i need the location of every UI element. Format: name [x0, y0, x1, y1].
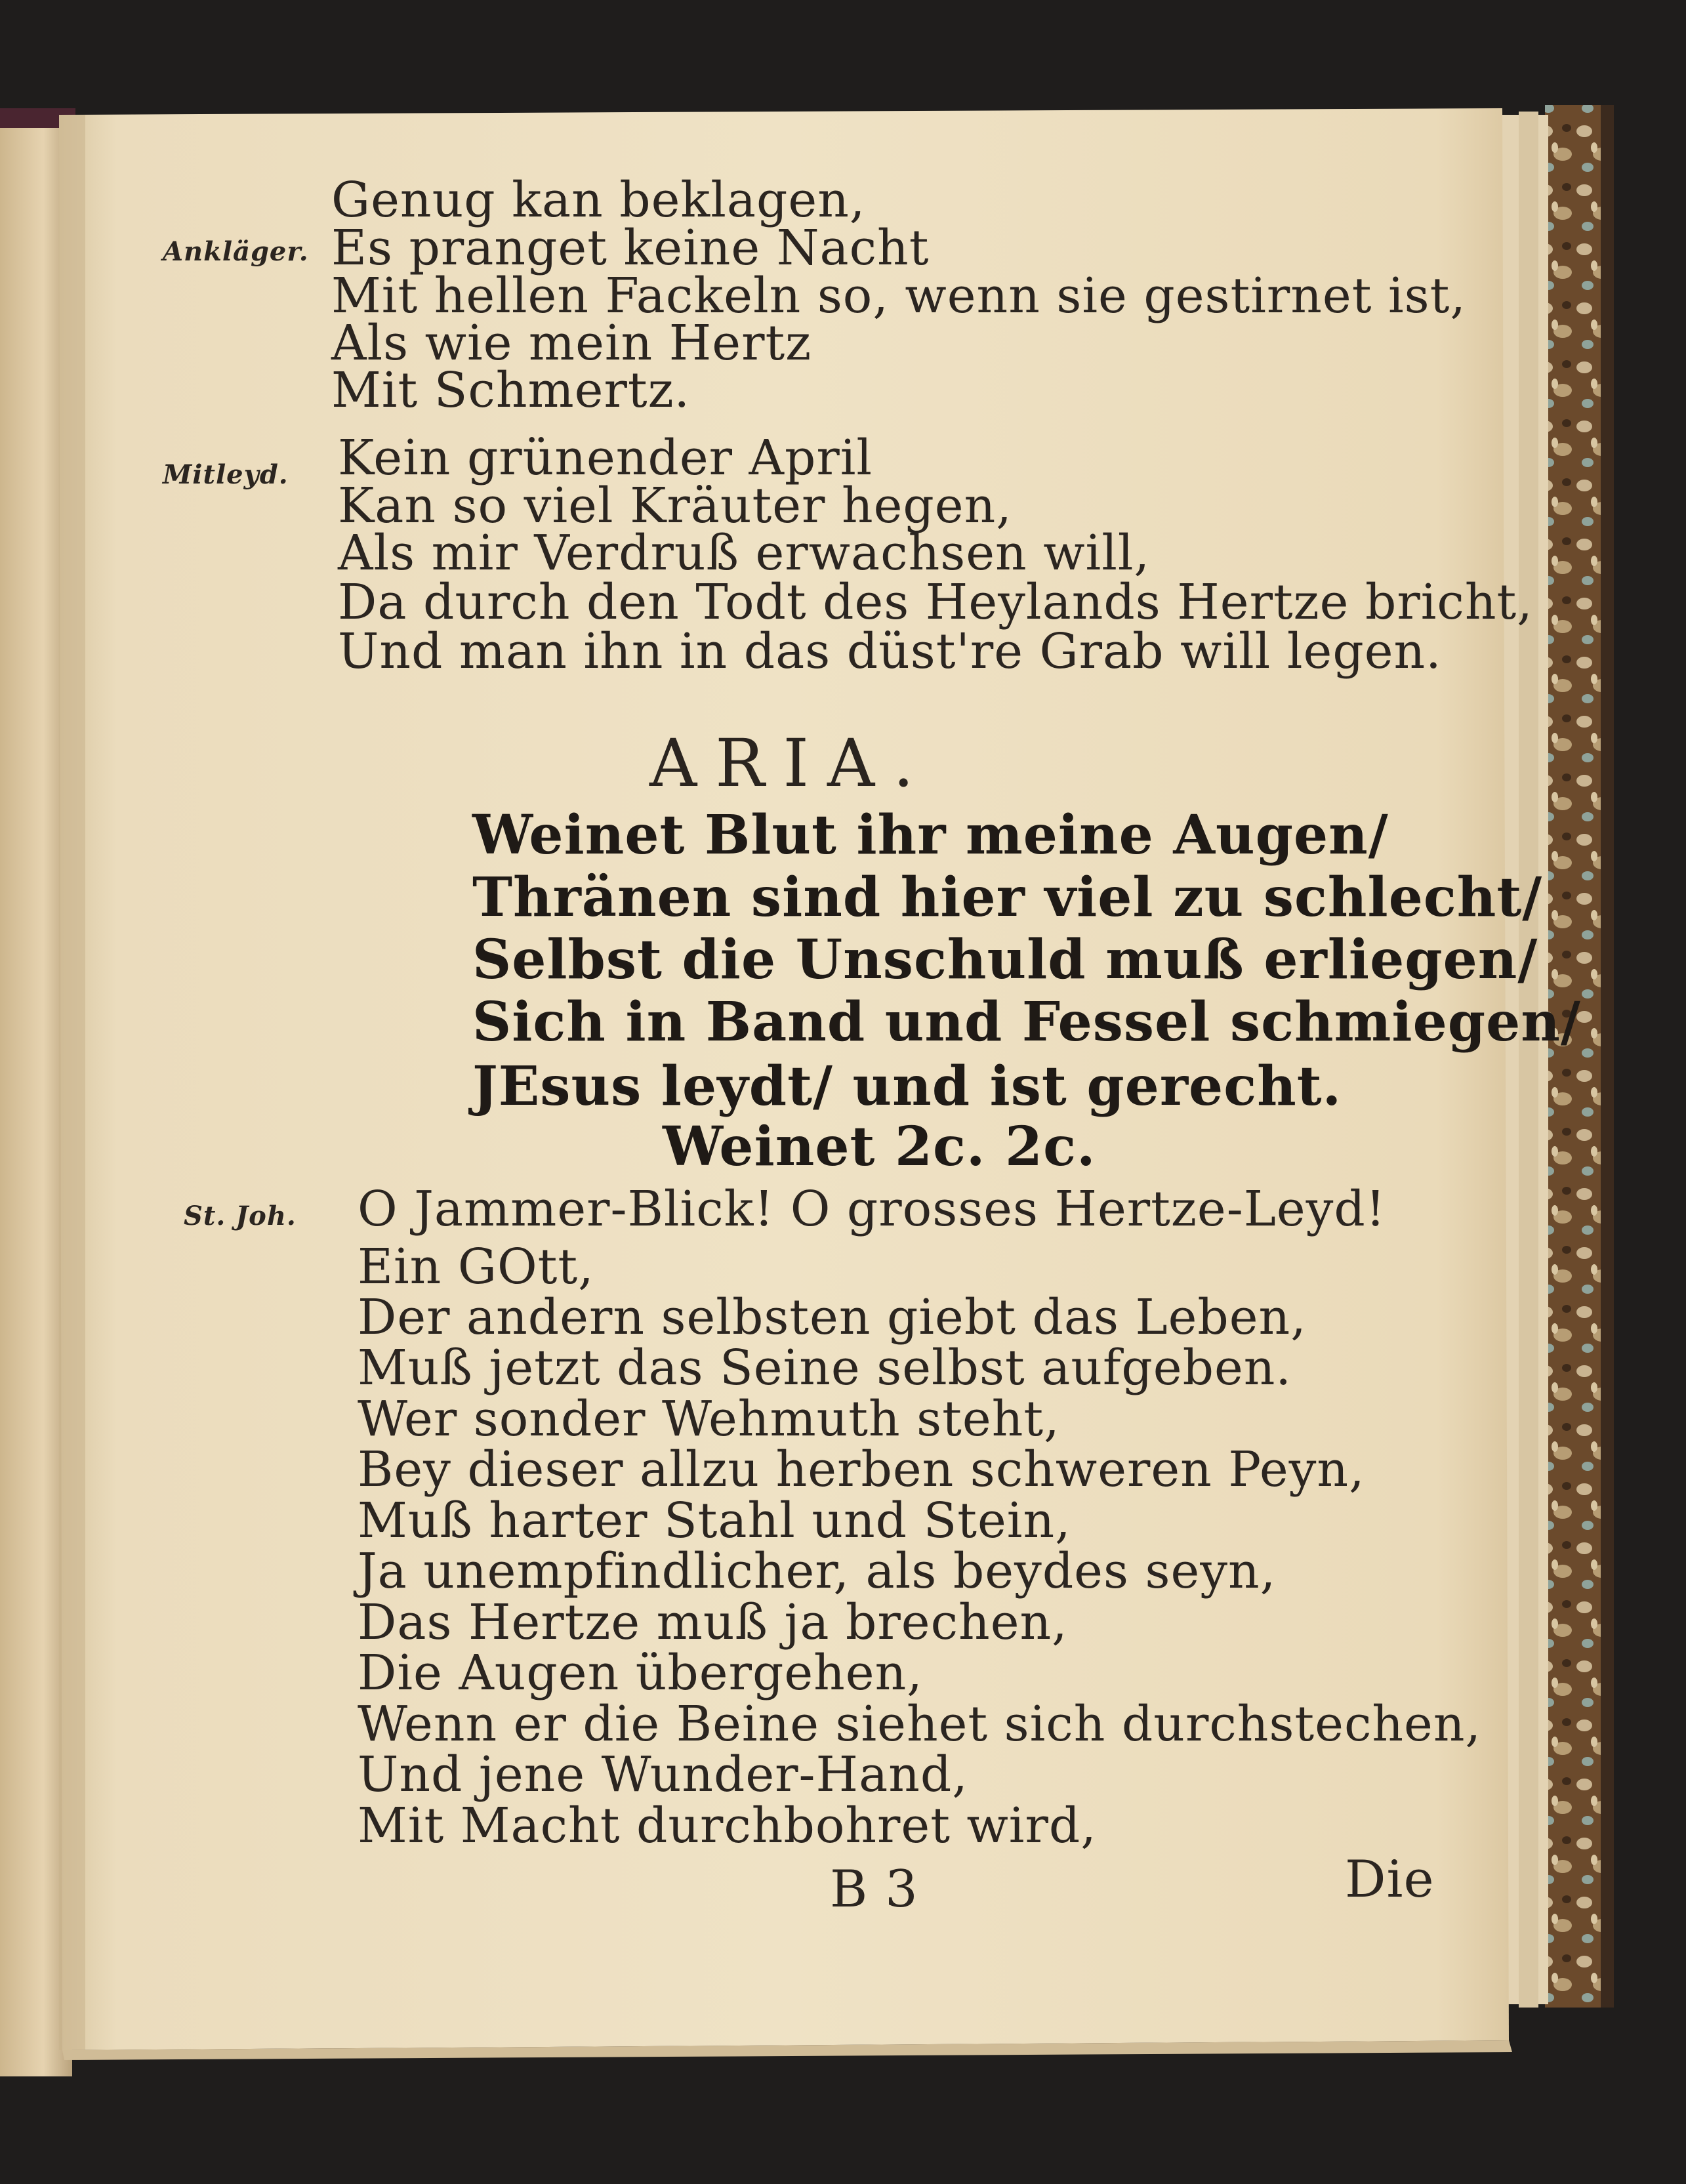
verse-line: Als mir Verdruß erwachsen will, [338, 525, 1151, 581]
verse-line: Muß harter Stahl und Stein, [358, 1493, 1071, 1549]
verse-line: Ein GOtt, [358, 1239, 594, 1295]
verse-line: Mit Macht durchbohret wird, [358, 1798, 1097, 1854]
verse-line: Das Hertze muß ja brechen, [358, 1594, 1068, 1651]
verse-line: Genug kan beklagen, [331, 172, 866, 228]
verse-line: Mit hellen Fackeln so, wenn sie gestirnet ist, [331, 268, 1466, 324]
verse-line: Und jene Wunder-Hand, [358, 1746, 968, 1803]
aria-line: Selbst die Unschuld muß erliegen/ [472, 928, 1538, 991]
aria-title: ARIA. [649, 725, 933, 802]
verse-line: Da durch den Todt des Heylands Hertze bricht, [338, 574, 1533, 630]
speaker-anklaeger: Ankläger. [163, 236, 309, 267]
verse-line: Kan so viel Kräuter hegen, [338, 478, 1012, 534]
verse-line: Bey dieser allzu herben schweren Peyn, [358, 1441, 1365, 1498]
speaker-mitleyd: Mitleyd. [163, 459, 289, 490]
aria-line: Thränen sind hier viel zu schlecht/ [472, 866, 1543, 929]
aria-line: Sich in Band und Fessel schmiegen/ [472, 991, 1581, 1054]
verse-line: Als wie mein Hertz [331, 315, 812, 371]
verse-line: Wer sonder Wehmuth steht, [358, 1391, 1060, 1447]
aria-line: JEsus leydt/ und ist gerecht. [472, 1055, 1342, 1118]
verse-line: O Jammer-Blick! O grosses Hertze-Leyd! [358, 1181, 1386, 1237]
aria-line: Weinet Blut ihr meine Augen/ [472, 804, 1389, 867]
signature-mark: B 3 [830, 1860, 918, 1919]
aria-refrain: Weinet 2c. 2c. [663, 1115, 1096, 1178]
verse-line: Die Augen übergehen, [358, 1645, 923, 1701]
speaker-st-joh: St. Joh. [184, 1201, 297, 1231]
verse-line: Es pranget keine Nacht [331, 220, 930, 276]
verse-line: Muß jetzt das Seine selbst aufgeben. [358, 1340, 1292, 1396]
catchword: Die [1345, 1850, 1435, 1909]
verse-line: Ja unempfindlicher, als beydes seyn, [358, 1543, 1277, 1599]
verse-line: Und man ihn in das düst're Grab will legen. [338, 623, 1442, 680]
verse-line: Mit Schmertz. [331, 362, 691, 419]
verse-line: Wenn er die Beine siehet sich durchstechen, [358, 1696, 1482, 1752]
verse-line: Der andern selbsten giebt das Leben, [358, 1289, 1307, 1346]
verse-line: Kein grünender April [338, 430, 873, 486]
